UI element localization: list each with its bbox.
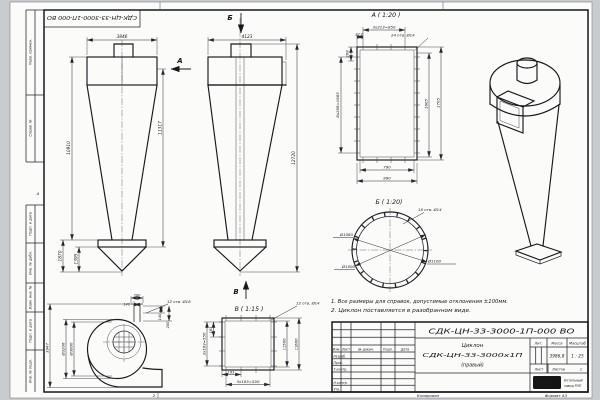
side-col-label: Подп. и дата [28,212,33,236]
tb-scale-value: 1 : 25 [571,354,584,360]
tb-mass-value: 3986,8 [549,354,565,360]
note-line-2: 2. Циклон поставляется в разобранном виде. [331,309,447,314]
tb-product-variant: (правый) [461,363,484,369]
copy-label: Копировал [416,393,440,398]
detail-a-title: А ( 1:20 ) [371,12,401,19]
dim-v-offset-left: 183 [209,326,213,334]
company-name-line1: Котельный [564,378,583,383]
dim-v-holes: 12 отв. Ø14 [296,300,320,306]
dim-a-offset-left: 208 [344,50,350,58]
tb-row-developed: Разраб. [333,354,347,359]
tb-product-code: СДК-ЦН-33-3000х1П [422,353,523,359]
tb-lit-label: Лит. [534,341,543,346]
tb-sheets-value: 1 [579,367,583,372]
logo-text: KVZR [535,378,560,389]
tb-col-date: Дата [400,347,410,352]
dim-v-chain-bottom: 3х183=550 [236,379,260,384]
dim-scroll-dia-outer: Ø3206 [60,342,66,356]
dim-scroll-140: 140 [123,302,130,307]
section-label-b: Б [227,14,233,22]
dim-a-width-outer: 890 [383,175,391,181]
dim-scroll-140-side: 140 [158,313,162,321]
dim-v-square-outer: □600 [293,338,299,350]
tb-col-izm: Изм. [332,347,341,352]
tb-col-doc: № докум. [358,347,374,352]
dim-b-dia-inner: Ø1000 [342,264,355,269]
dim-scroll-holes: 12 отв. Ø18 [167,299,191,304]
section-label-a: А [177,57,183,65]
dim-scroll-overall: 3947 [44,343,50,353]
dim-a-chain-top: 3х213=850 [372,24,396,30]
tb-col-list: Лист [341,347,351,352]
dim-v-offset-bottom: 183 [227,370,235,375]
side-col-label: Взам. инв. № [28,285,33,310]
dim-scroll-200-side: 200 [166,321,170,329]
detail-v-title: В ( 1:15 ) [234,306,264,313]
tb-designation: СДК-ЦН-33-3000-1П-000 ВО [428,327,576,336]
dim-v-chain-left: 3х183=550 [201,332,207,356]
dim-front-width: 3846 [116,35,128,40]
stamp-designation: СДК-ЦН-33-3000-1П-000 ВО [46,14,137,20]
dim-a-offset-top: 212 [355,31,363,37]
dim-scroll-200: 200 [133,293,141,298]
dim-a-chain-left: 8х208=1665 [335,92,340,118]
side-col-label: Перв. примен. [28,38,33,66]
dim-front-height-outer: 10910 [67,141,72,155]
dim-a-height-inner: 1605 [423,99,429,109]
tb-mass-label: Масса [551,341,563,346]
tb-col-sign: Подп. [383,347,393,352]
tb-scale-label: Масштаб [569,341,586,346]
tb-product-name: Циклон [461,343,484,349]
tb-sheets-label: Листов [552,367,566,372]
dim-a-width-inner: 790 [383,164,391,170]
side-col-label: Справ. № [28,119,33,137]
side-col-label: Подп. и дата [28,319,33,343]
tb-row-checked: Пров. [333,361,343,365]
dim-bunker-cone: 1395 [74,253,80,265]
sheet-frame [10,2,592,398]
dim-side-height: 12720 [292,151,297,165]
note-line-1: 1. Все размеры для справок, допустимые отклонения ±100мм. [331,300,492,305]
format-label: Формат А3 [544,393,568,398]
dim-b-bolt-circle: Ø1060 [340,232,353,237]
dim-v-square-inner: □500 [281,338,287,350]
zone-bottom-label: 2 [152,393,156,398]
tb-row-approved: Утв. [333,387,341,392]
tb-row-tcontrol: Т.контр. [333,367,348,372]
side-col-label: Инв. № подл. [28,358,33,384]
section-label-v: В [233,288,239,296]
company-name-line2: завод РЭП [564,384,582,388]
tb-row-ncontrol: Н.контр. [333,381,348,385]
side-col-label: Инв. № дубл. [28,251,33,275]
dim-a-height-outer: 1705 [435,98,441,108]
dim-b-holes: 18 отв. Ø14 [418,207,442,212]
detail-b-title: Б ( 1:20) [375,199,403,206]
dim-side-width: 4123 [241,35,253,40]
dim-a-holes: 24 отв. Ø14 [391,32,415,38]
dim-b-dia-outer: Ø1100 [428,258,441,264]
dim-bunker-total: 1870 [58,250,64,262]
dim-scroll-dia-inner: Ø3000 [68,342,74,356]
tb-sheet-label: Лист [534,367,544,372]
dim-front-height-inner: 11317 [158,121,164,135]
zone-letter-label: А [36,191,40,196]
